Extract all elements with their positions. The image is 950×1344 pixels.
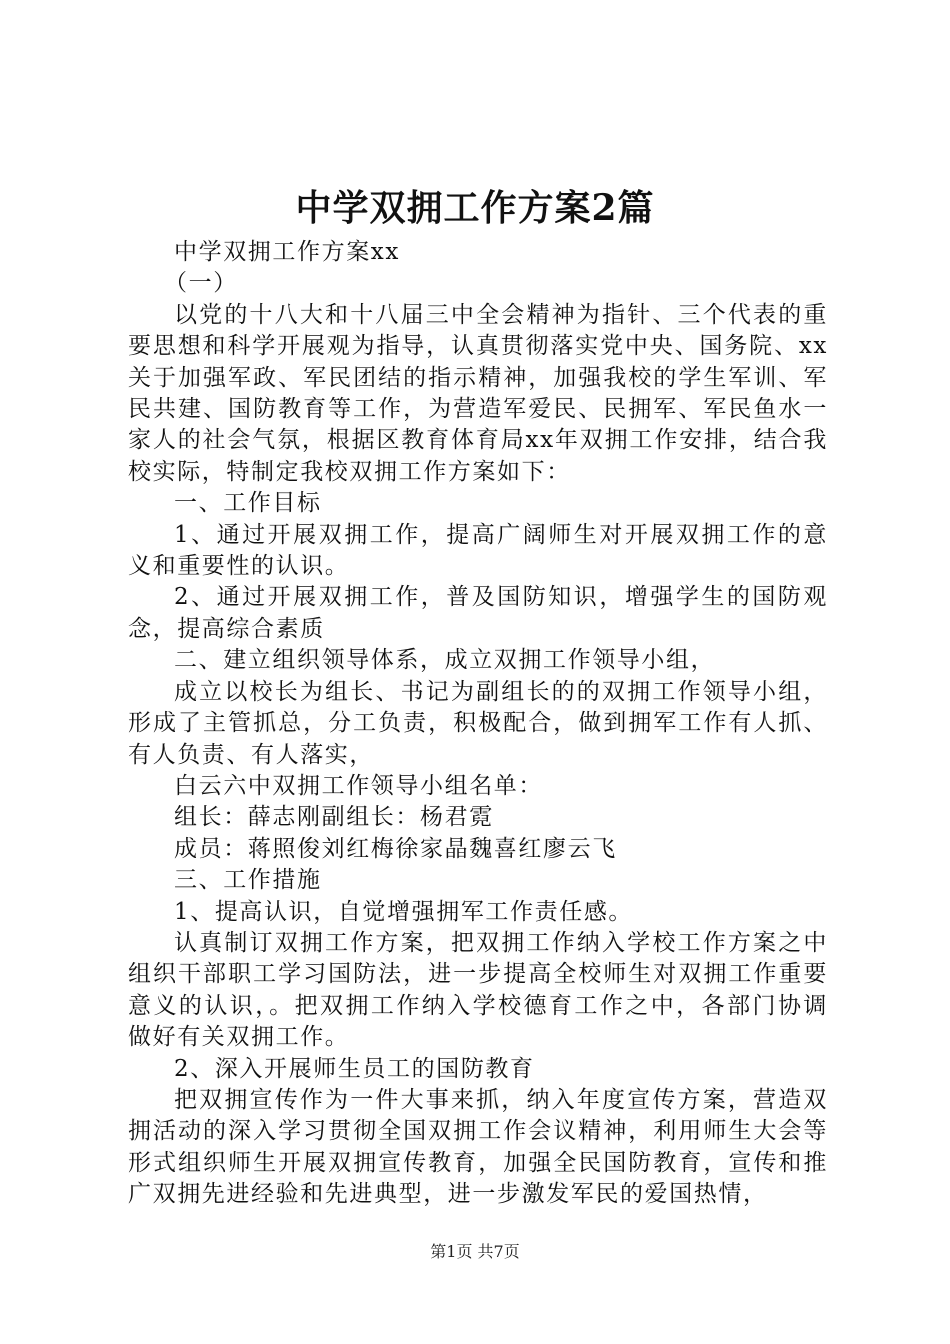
paragraph-measure-1: 认真制订双拥工作方案，把双拥工作纳入学校工作方案之中组织干部职工学习国防法，进一步提高全校师生对双拥工作重要意义的认识，。把双拥工作纳入学校德育工作之中，各部门协调做好有关双拥工作。	[128, 929, 828, 1051]
heading-goals: 一、工作目标	[174, 490, 322, 517]
subtitle: 中学双拥工作方案xx	[174, 239, 400, 265]
paragraph-measure-2-title: 2、深入开展师生员工的国防教育	[174, 1055, 535, 1082]
page-footer: 第1页 共7页	[430, 1242, 520, 1261]
section-marker: （一）	[164, 270, 238, 297]
heading-organization: 二、建立组织领导体系，成立双拥工作领导小组，	[174, 647, 716, 674]
paragraph-measure-1-title: 1、提高认识，自觉增强拥军工作责任感。	[174, 898, 634, 925]
paragraph-member-list-title: 白云六中双拥工作领导小组名单：	[174, 772, 543, 799]
paragraph-goal-2: 2、通过开展双拥工作，普及国防知识，增强学生的国防观念，提高综合素质	[128, 584, 828, 642]
paragraph-measure-2: 把双拥宣传作为一件大事来抓，纳入年度宣传方案，营造双拥活动的深入学习贯彻全国双拥工作会议精神，利用师生大会等形式组织师生开展双拥宣传教育，加强全民国防教育，宣传和推广双拥先进经验和先进典型，进一步激发军民的爱国热情，	[128, 1086, 828, 1208]
paragraph-goal-1: 1、通过开展双拥工作，提高广阔师生对开展双拥工作的意义和重要性的认识。	[128, 521, 828, 580]
document-title: 中学双拥工作方案2篇	[295, 187, 655, 229]
paragraph-intro: 以党的十八大和十八届三中全会精神为指针、三个代表的重要思想和科学开展观为指导，认真贯彻落实党中央、国务院、xx关于加强军政、军民团结的指示精神，加强我校的学生军训、军民共建、国防教育等工作，为营造军爱民、民拥军、军民鱼水一家人的社会气氛，根据区教育体育局xx年双拥工作安排，结合我校实际，特制定我校双拥工作方案如下：	[128, 301, 828, 485]
paragraph-organization: 成立以校长为组长、书记为副组长的的双拥工作领导小组，形成了主管抓总，分工负责，积极配合，做到拥军工作有人抓、有人负责、有人落实，	[128, 678, 828, 768]
document-body	[128, 237, 828, 1211]
paragraph-members: 成员：蒋照俊刘红梅徐家晶魏喜红廖云飞	[174, 835, 617, 862]
paragraph-leaders: 组长：薛志刚副组长：杨君霓	[174, 804, 494, 831]
heading-measures: 三、工作措施	[174, 867, 322, 894]
